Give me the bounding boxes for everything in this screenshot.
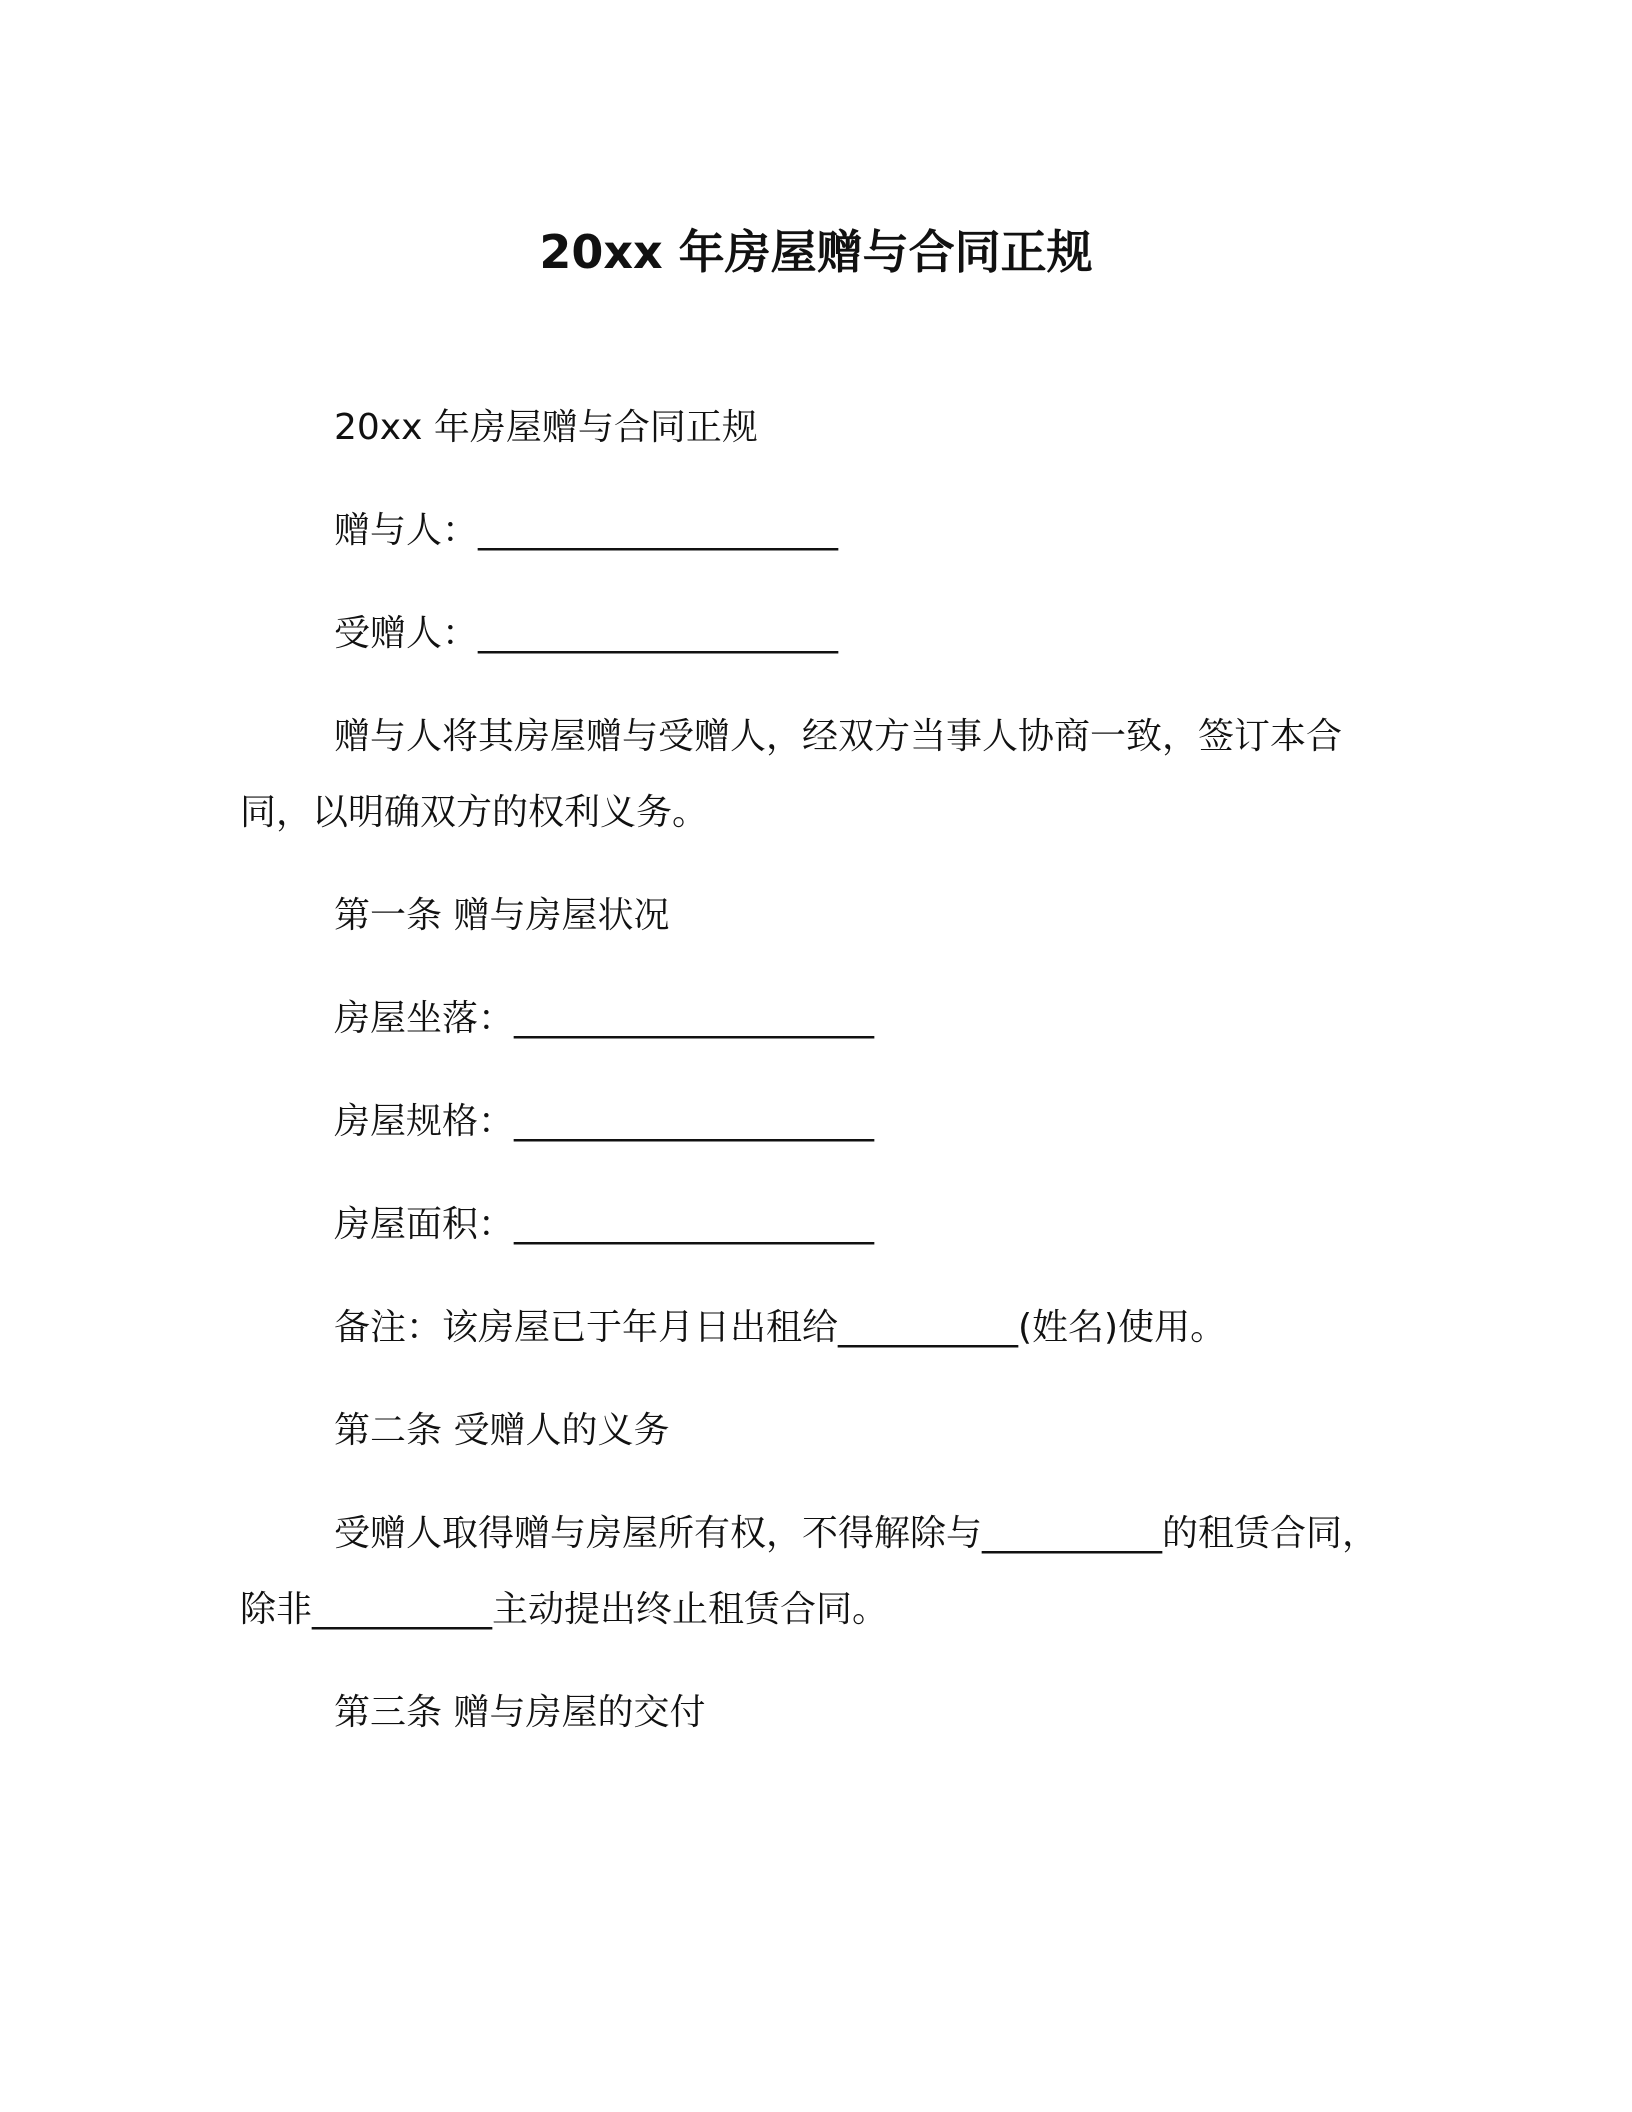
paragraph-remark: 备注：该房屋已于年月日出租给__________(姓名)使用。 xyxy=(334,1307,1227,1348)
paragraph-intro: 赠与人将其房屋赠与受赠人，经双方当事人协商一致，签订本合同，以明确双方的权利义务。 xyxy=(240,716,1343,833)
heading-article-2: 第二条 受赠人的义务 xyxy=(334,1410,670,1451)
paragraph-house-spec: 房屋规格：____________________ xyxy=(334,1101,875,1142)
paragraph-donee: 受赠人：____________________ xyxy=(334,613,839,654)
heading-article-3: 第三条 赠与房屋的交付 xyxy=(334,1692,706,1733)
paragraph-subtitle: 20xx 年房屋赠与合同正规 xyxy=(334,407,758,448)
paragraph-house-location: 房屋坐落：____________________ xyxy=(334,998,875,1039)
paragraph-donee-obligation: 受赠人取得赠与房屋所有权，不得解除与__________的租赁合同，除非__________主动提出终止租赁合同。 xyxy=(240,1513,1379,1630)
paragraph-house-area: 房屋面积：____________________ xyxy=(334,1204,875,1245)
document-body xyxy=(240,390,1410,1778)
document-title: 20xx 年房屋赠与合同正规 xyxy=(539,225,1093,279)
paragraph-donor: 赠与人：____________________ xyxy=(334,510,839,551)
heading-article-1: 第一条 赠与房屋状况 xyxy=(334,895,670,936)
